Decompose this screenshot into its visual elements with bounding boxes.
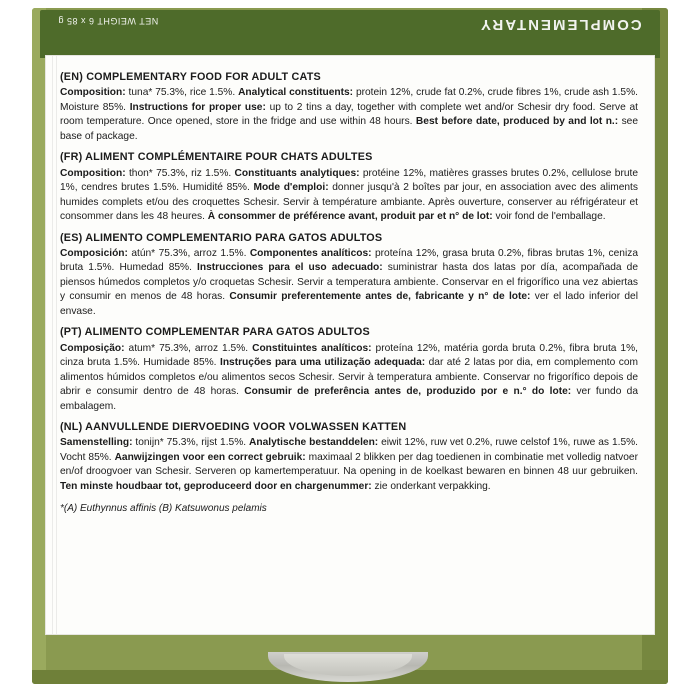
segment-text: ver fundo da embalagem. <box>60 386 638 412</box>
segment-label: Analytical constituents: <box>238 87 354 99</box>
segment-label: Consumir de preferência antes de, produzido por e n.° do lote: <box>244 386 572 398</box>
segment-label: Instruções para uma utilização adequada: <box>219 357 426 369</box>
language-heading-fr: (FR) ALIMENT COMPLÉMENTAIRE POUR CHATS ADULTES <box>60 151 373 164</box>
language-heading-es: (ES) ALIMENTO COMPLEMENTARIO PARA GATOS ADULTOS <box>60 231 383 244</box>
segment-text: tonijn* 75.3%, rijst 1.5%. <box>132 437 250 449</box>
segment-label: Analytische bestanddelen: <box>249 437 379 449</box>
segment-label: Consumir preferentemente antes de, fabricante y n° de lote: <box>229 291 531 303</box>
segment-text: eiwit 12%, ruw vet 0.2%, ruwe celstof 1%, ruwe as 1.5%. Vocht 85%. <box>60 437 638 463</box>
language-block-fr <box>60 150 638 224</box>
segment-text: atum* 75.3%, arroz 1.5%. <box>124 342 253 354</box>
segment-text: tuna* 75.3%, rice 1.5%. <box>125 87 239 99</box>
segment-label: Samenstelling: <box>60 437 133 449</box>
segment-text: up to 2 tins a day, together with complete wet and/or Schesir dry food. Serve at room temperature. Once opened, store in the fridge and use within 48 hours. <box>60 101 638 128</box>
segment-text: proteína 12%, grasa bruta 0.2%, fibras brutas 1%, ceniza bruta 1.5%. Humedad 85%. <box>60 247 638 274</box>
language-block-nl <box>60 420 638 494</box>
segment-label: Mode d'emploi: <box>253 182 329 194</box>
segment-text: maximaal 2 blikken per dag toedienen in combinatie met volledig natvoer en/of droogvoer van Schesir. Serveren op kamertemperatuur. Na opening in de koelkast bewaren en binnen 48 uur gebruiken. <box>60 451 638 478</box>
can-lid-inner <box>284 654 412 676</box>
segment-label: Composition: <box>60 87 126 99</box>
segment-text: atún* 75.3%, arroz 1.5%. <box>127 247 250 259</box>
product-label-panel <box>46 56 654 634</box>
segment-text: protéine 12%, matières grasses brutes 0.2%, cellulose brute 1%, cendres brutes 1.5%. Humidité 85%. <box>60 167 639 194</box>
segment-label: Constituintes analíticos: <box>252 342 372 354</box>
box-top-strip <box>40 10 660 58</box>
segment-label: Componentes analíticos: <box>249 247 372 259</box>
box-top-left-text: NET WEIGHT 6 x 85 g <box>58 16 159 26</box>
segment-text: thon* 75.3%, riz 1.5%. <box>125 167 235 179</box>
segment-label: Aanwijzingen voor een correct gebruik: <box>114 451 306 463</box>
language-body-en <box>60 86 638 144</box>
box-left-edge <box>32 8 46 684</box>
segment-label: Composição: <box>60 342 125 354</box>
label-seam-line <box>56 56 57 634</box>
segment-text: dar até 2 latas por dia, em complemento com alimentos húmidos completos e/ou alimentos secos Schesir. Servir à temperatura ambiente. Conservar no frigorífico depois de abrir e consumir dentro de 48 horas. <box>60 357 638 398</box>
language-block-pt <box>60 325 638 414</box>
segment-label: Instructions for proper use: <box>129 101 266 113</box>
label-footnote: *(A) Euthynnus affinis (B) Katsuwonus pelamis <box>60 503 267 515</box>
language-block-en <box>60 70 638 144</box>
language-block-es <box>60 231 638 320</box>
box-top-right-text: COMPLEMENTARY <box>479 16 642 33</box>
segment-label: Ten minste houdbaar tot, geproduceerd door en chargenummer: <box>60 480 372 492</box>
segment-text: protein 12%, crude fat 0.2%, crude fibres 1%, crude ash 1.5%. Moisture 85%. <box>60 87 638 113</box>
segment-text: voir fond de l'emballage. <box>492 211 606 223</box>
segment-text: proteína 12%, matéria gorda bruta 0.2%, fibra bruta 1%, cinza bruta 1.5%. Humidade 85%. <box>60 342 638 369</box>
label-text-area <box>60 70 638 618</box>
language-body-fr <box>60 167 638 225</box>
language-heading-en: (EN) COMPLEMENTARY FOOD FOR ADULT CATS <box>60 71 321 83</box>
segment-text: see base of package. <box>60 116 639 142</box>
segment-label: Instrucciones para el uso adecuado: <box>197 262 383 274</box>
segment-label: Composition: <box>60 167 126 179</box>
language-body-es <box>60 247 638 319</box>
label-seam-line <box>52 56 53 634</box>
language-body-nl <box>60 436 638 494</box>
language-body-pt <box>60 342 638 414</box>
segment-text: donner jusqu'à 2 boîtes par jour, en association avec des aliments humides complets et/ou des croquettes Schesir. Servir à température ambiante. Après ouverture, conserver au réfrigérateur et consommer dans les 48 heures. <box>60 182 638 223</box>
segment-text: zie onderkant verpakking. <box>371 480 491 492</box>
segment-label: À consommer de préférence avant, produit par et n° de lot: <box>207 211 493 223</box>
language-heading-nl: (NL) AANVULLENDE DIERVOEDING VOOR VOLWASSEN KATTEN <box>60 421 407 434</box>
segment-text: suministrar hasta dos latas por día, acompañada de piensos húmedos completos y/o croquetas Schesir. Servir a temperatura ambiente. Conservar en el frigorífico una vez abiertas y consumir en menos de 48 horas. <box>60 262 638 303</box>
segment-label: Composición: <box>60 247 128 259</box>
segment-label: Best before date, produced by and lot n.: <box>415 116 619 128</box>
language-heading-pt: (PT) ALIMENTO COMPLEMENTAR PARA GATOS ADULTOS <box>60 326 370 339</box>
segment-label: Constituants analytiques: <box>234 167 360 179</box>
segment-text: ver el lado inferior del envase. <box>60 291 638 317</box>
